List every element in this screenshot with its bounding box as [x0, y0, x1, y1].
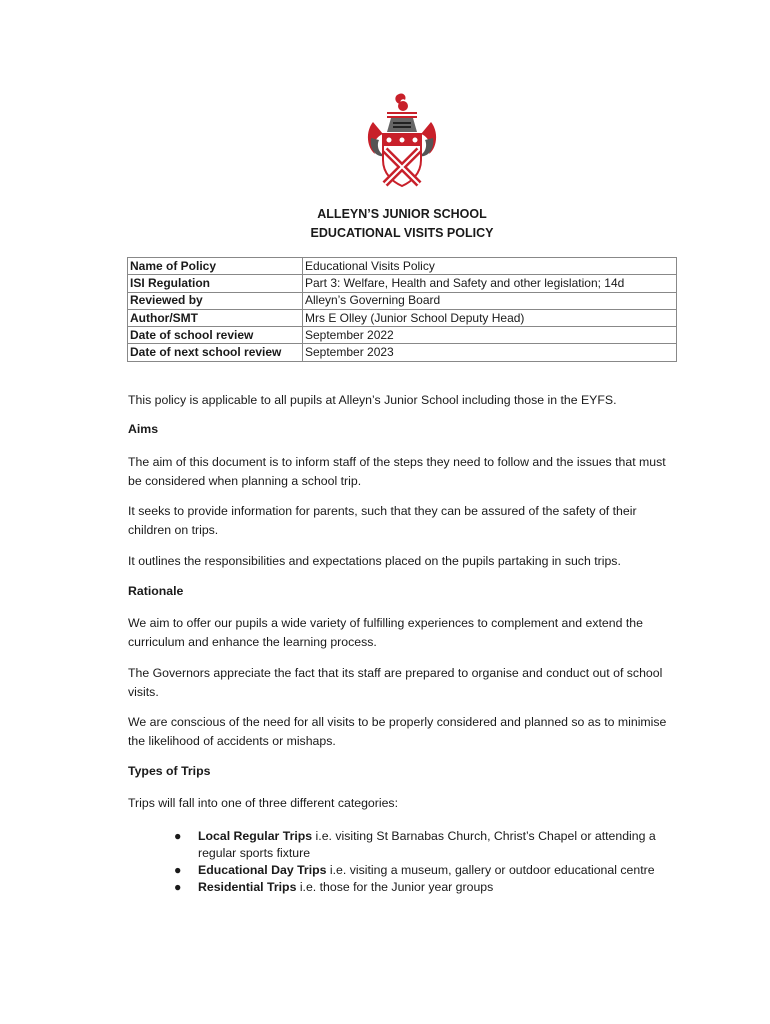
list-item	[170, 862, 670, 879]
table-value: Alleyn’s Governing Board	[303, 292, 677, 309]
school-name-heading: ALLEYN’S JUNIOR SCHOOL	[317, 207, 487, 221]
trip-type-name: Residential Trips	[198, 880, 297, 894]
trip-type-desc: i.e. those for the Junior year groups	[296, 880, 494, 894]
list-item	[170, 828, 670, 862]
table-value: September 2023	[303, 344, 677, 361]
school-crest-logo	[363, 92, 441, 190]
rationale-paragraph-3: We are conscious of the need for all visits to be properly considered and planned so as to minimise the likelihood of accidents or mishaps.	[128, 715, 667, 748]
aims-heading: Aims	[128, 422, 159, 436]
table-label: ISI Regulation	[128, 275, 303, 292]
trip-type-desc: i.e. visiting a museum, gallery or outdoor educational centre	[326, 863, 655, 877]
trip-type-name: Local Regular Trips	[198, 829, 313, 843]
table-value: Part 3: Welfare, Health and Safety and other legislation; 14d	[303, 275, 677, 292]
list-item	[170, 879, 670, 896]
bullet-icon: ●	[174, 863, 182, 877]
types-intro-paragraph: Trips will fall into one of three different categories:	[128, 796, 398, 810]
table-row	[128, 309, 677, 326]
intro-paragraph: This policy is applicable to all pupils at Alleyn’s Junior School including those in the EYFS.	[128, 393, 617, 407]
table-value: Mrs E Olley (Junior School Deputy Head)	[303, 309, 677, 326]
table-row	[128, 292, 677, 309]
bullet-icon: ●	[174, 880, 182, 894]
table-label: Date of next school review	[128, 344, 303, 361]
table-value: September 2022	[303, 327, 677, 344]
table-row	[128, 258, 677, 275]
aims-paragraph-2: It seeks to provide information for parents, such that they can be assured of the safety of their children on trips.	[128, 504, 637, 537]
rationale-paragraph-2: The Governors appreciate the fact that its staff are prepared to organise and conduct out of school visits.	[128, 666, 663, 699]
policy-title-heading: EDUCATIONAL VISITS POLICY	[310, 226, 494, 240]
table-row	[128, 275, 677, 292]
rationale-heading: Rationale	[128, 584, 184, 598]
trip-type-desc: i.e. visiting St Barnabas Church, Christ’s Chapel or attending a regular sports fixture	[198, 829, 656, 860]
rationale-paragraph-1: We aim to offer our pupils a wide variety of fulfilling experiences to complement and extend the curriculum and enhance the learning process.	[128, 616, 643, 649]
table-label: Author/SMT	[128, 309, 303, 326]
trip-types-list	[170, 828, 670, 896]
table-label: Name of Policy	[128, 258, 303, 275]
table-row	[128, 344, 677, 361]
bullet-icon: ●	[174, 829, 182, 843]
aims-paragraph-1: The aim of this document is to inform staff of the steps they need to follow and the issues that must be considered when planning a school trip.	[128, 455, 666, 488]
aims-paragraph-3: It outlines the responsibilities and expectations placed on the pupils partaking in such trips.	[128, 554, 621, 568]
policy-info-table	[127, 257, 677, 362]
types-heading: Types of Trips	[128, 764, 211, 778]
table-row	[128, 327, 677, 344]
table-label: Reviewed by	[128, 292, 303, 309]
trip-type-name: Educational Day Trips	[198, 863, 327, 877]
table-value: Educational Visits Policy	[303, 258, 677, 275]
table-label: Date of school review	[128, 327, 303, 344]
